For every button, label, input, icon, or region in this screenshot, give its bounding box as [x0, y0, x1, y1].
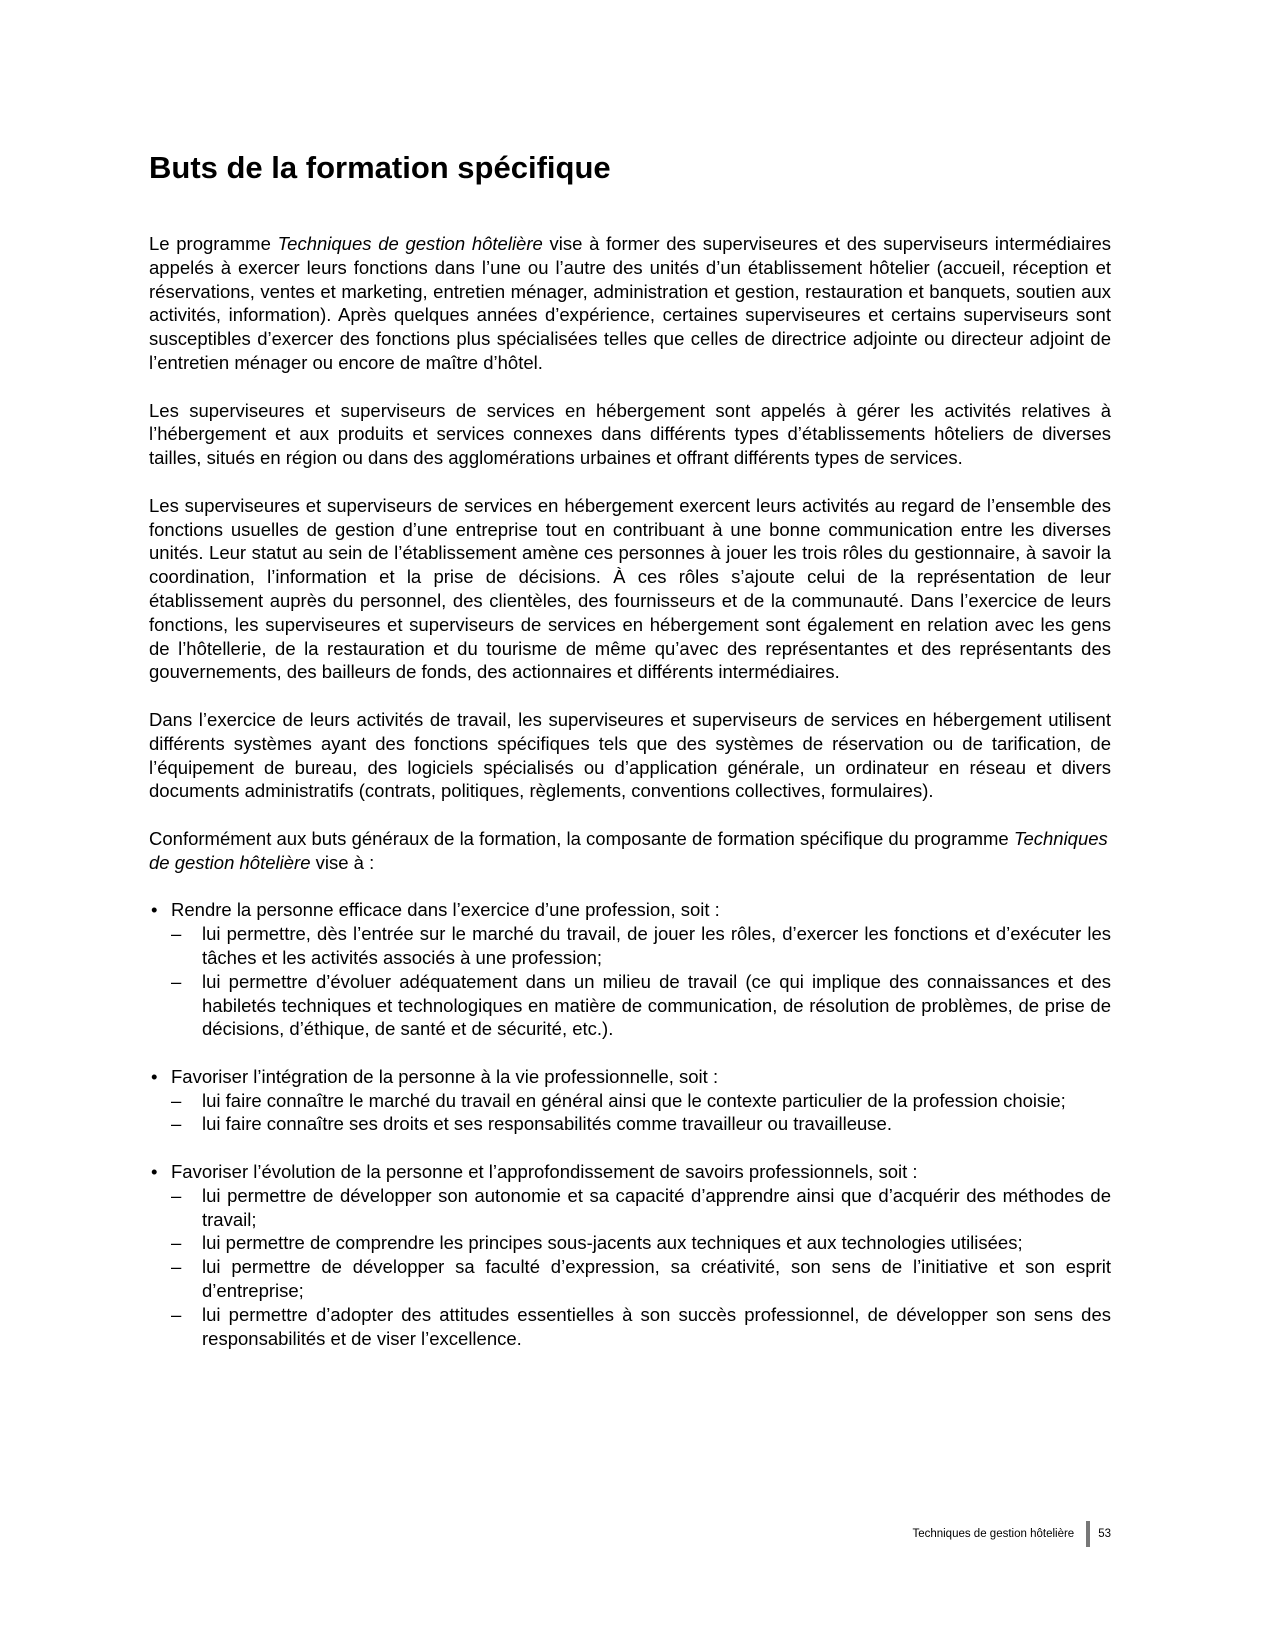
sub-list: [171, 922, 1111, 1041]
text: vise à :: [310, 851, 375, 873]
sub-list: [171, 1089, 1111, 1137]
sub-item: – lui permettre de développer son autonomie et sa capacité d’apprendre ainsi que d’acquérir des méthodes de travail;: [171, 1184, 1111, 1232]
page-footer: [912, 1521, 1111, 1547]
footer-divider: [1086, 1521, 1090, 1547]
paragraph-4: Dans l’exercice de leurs activités de travail, les superviseures et superviseurs de services en hébergement utilisent différents systèmes ayant des fonctions spécifiques tels que des systèmes de réservation ou de tarification, de l’équipement de bureau, des logiciels spécialisés ou d’application générale, un ordinateur en réseau et divers documents administratifs (contrats, politiques, règlements, conventions collectives, formulaires).: [149, 708, 1111, 802]
goal-item: [149, 898, 1111, 1041]
document-page: [149, 148, 1111, 1374]
footer-title: Techniques de gestion hôtelière: [912, 1528, 1075, 1540]
sub-list: [171, 1184, 1111, 1351]
page-title: Buts de la formation spécifique: [149, 150, 611, 185]
sub-item: – lui permettre de comprendre les principes sous-jacents aux techniques et aux technologies utilisées;: [171, 1231, 1111, 1255]
program-name: Techniques de gestion hôtelière: [149, 827, 1108, 873]
sub-item: – lui permettre, dès l’entrée sur le marché du travail, de jouer les rôles, d’exercer les fonctions et d’exécuter les tâches et les activités associés à une profession;: [171, 922, 1111, 970]
paragraph-3: Les superviseures et superviseurs de services en hébergement exercent leurs activités au regard de l’ensemble des fonctions usuelles de gestion d’une entreprise tout en contribuant à une bonne communication entre les diverses unités. Leur statut au sein de l’établissement amène ces personnes à jouer les trois rôles du gestionnaire, à savoir la coordination, l’information et la prise de décisions. À ces rôles s’ajoute celui de la représentation de leur établissement auprès du personnel, des clientèles, des fournisseurs et de la communauté. Dans l’exercice de leurs fonctions, les superviseures et superviseurs de services en hébergement sont également en relation avec les gens de l’hôtellerie, de la restauration et du tourisme de même qu’avec des représentantes et des représentants des gouvernements, des bailleurs de fonds, des actionnaires et différents intermédiaires.: [149, 494, 1111, 683]
goal-text: Rendre la personne efficace dans l’exercice d’une profession, soit :: [171, 899, 720, 921]
goal-text: Favoriser l’intégration de la personne à la vie professionnelle, soit :: [171, 1065, 719, 1087]
sub-item: – lui faire connaître ses droits et ses responsabilités comme travailleur ou travailleuse.: [171, 1112, 1111, 1136]
goal-text: Favoriser l’évolution de la personne et l’approfondissement de savoirs professionnels, soit :: [171, 1161, 918, 1183]
text: Le programme: [149, 233, 278, 254]
sub-item: – lui permettre de développer sa faculté d’expression, sa créativité, son sens de l’initiative et son esprit d’entreprise;: [171, 1255, 1111, 1303]
sub-item: – lui faire connaître le marché du travail en général ainsi que le contexte particulier de la profession choisie;: [171, 1089, 1111, 1113]
page-number: 53: [1098, 1528, 1111, 1540]
program-name: Techniques de gestion hôtelière: [277, 233, 543, 254]
paragraph-5: [149, 827, 1111, 875]
goal-item: [149, 1160, 1111, 1350]
goal-item: [149, 1065, 1111, 1136]
text: vise à former des superviseures et des superviseurs intermédiaires appelés à exercer leurs fonctions dans l’une ou l’autre des unités d’un établissement hôtelier (accueil, réception et réservations, ventes et marketing, entretien ménager, administration et gestion, restauration et banquets, soutien aux activités, information). Après quelques années d’expérience, certaines superviseures et certains superviseurs sont susceptibles d’exercer des fonctions plus spécialisées telles que celles de directrice adjointe ou directeur adjoint de l’entretien ménager ou encore de maître d’hôtel.: [149, 233, 1111, 373]
text: Conformément aux buts généraux de la formation, la composante de formation spécifique du programme: [149, 827, 1014, 849]
sub-item: – lui permettre d’adopter des attitudes essentielles à son succès professionnel, de développer son sens des responsabilités et de viser l’excellence.: [171, 1303, 1111, 1351]
paragraph-2: Les superviseures et superviseurs de services en hébergement sont appelés à gérer les activités relatives à l’hébergement et aux produits et services connexes dans différents types d’établissements hôteliers de diverses tailles, situés en région ou dans des agglomérations urbaines et offrant différents types de services.: [149, 399, 1111, 469]
goals-list: [149, 898, 1111, 1350]
sub-item: – lui permettre d’évoluer adéquatement dans un milieu de travail (ce qui implique des connaissances et des habiletés techniques et technologiques en matière de communication, de résolution de problèmes, de prise de décisions, d’éthique, de santé et de sécurité, etc.).: [171, 970, 1111, 1041]
paragraph-1: [149, 232, 1111, 375]
